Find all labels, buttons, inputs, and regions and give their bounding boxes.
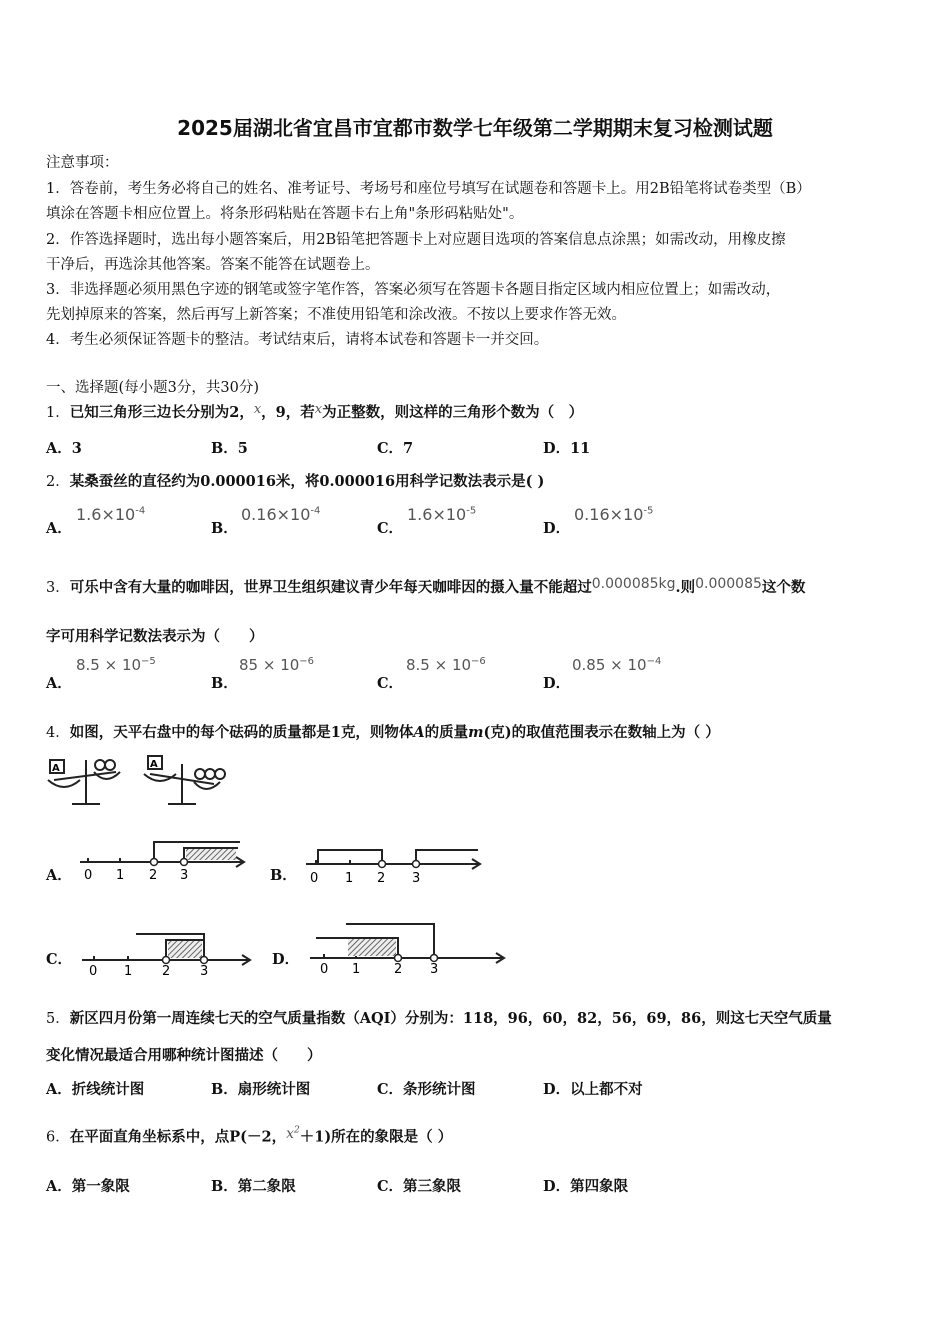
- q2-option-a[interactable]: [46, 517, 72, 538]
- q3-option-d-value: [572, 656, 661, 674]
- q6-expr-base: x: [286, 1125, 294, 1142]
- q2-d-exp: -5: [643, 505, 654, 517]
- q4-text-c: (克)的取值范围表示在数轴上为（ ）: [483, 724, 720, 741]
- q1-option-c[interactable]: C．7: [377, 440, 414, 457]
- q2-option-a-letter: A．: [46, 520, 72, 537]
- q3-option-b[interactable]: [211, 672, 238, 693]
- q6-option-d[interactable]: D．第四象限: [543, 1178, 629, 1195]
- q3-option-c-letter: C．: [377, 675, 404, 692]
- q2-a-exp: -4: [135, 505, 146, 517]
- q2-number: 2．: [46, 474, 70, 490]
- q3-b-base: 85 × 10: [239, 656, 300, 674]
- q6-text-a: 在平面直角坐标系中，点P(－2，: [69, 1128, 287, 1146]
- q3-option-b-letter: B．: [211, 675, 238, 692]
- q1-option-d[interactable]: D．11: [543, 440, 591, 457]
- tick-d-2: 2: [394, 962, 403, 976]
- q6-expr: [286, 1126, 300, 1142]
- q1-var-x-2: x: [314, 402, 323, 417]
- tick-b-2: 2: [377, 871, 386, 886]
- q4-option-d[interactable]: D．: [272, 951, 300, 968]
- q2-d-base: 0.16×10: [574, 505, 644, 524]
- q1-text-b: ，9，若: [261, 404, 315, 421]
- q5-option-b[interactable]: B．扇形统计图: [211, 1081, 311, 1098]
- q4-option-b[interactable]: B．: [270, 867, 297, 884]
- q4-var-a: A: [413, 724, 425, 741]
- q3-b-exp: −6: [299, 656, 315, 667]
- notice-heading: 注意事项：: [46, 155, 119, 171]
- q2-c-exp: -5: [466, 505, 477, 517]
- question-3: [46, 576, 805, 597]
- tick-c-0: 0: [89, 964, 98, 976]
- tick-a-0: 0: [84, 868, 93, 883]
- q3-a-exp: −5: [141, 656, 156, 667]
- q3-c-base: 8.5 × 10: [406, 656, 472, 674]
- question-6: [46, 1125, 452, 1147]
- tick-b-1: 1: [345, 871, 354, 886]
- q1-option-a[interactable]: A．3: [46, 440, 82, 457]
- tick-c-3: 3: [200, 964, 209, 976]
- number-line-d: [306, 918, 511, 976]
- question-5: [46, 1007, 832, 1028]
- q3-option-d-letter: D．: [543, 675, 571, 692]
- q2-option-d-value: [574, 505, 653, 524]
- balance-scales-figure: [44, 752, 254, 812]
- notice-line-1: 1．答卷前，考生务必将自己的姓名、准考证号、考场号和座位号填写在试题卷和答题卡上。用2B铅笔将试卷类型（B）: [46, 181, 811, 197]
- number-line-a: [76, 836, 251, 886]
- q3-d-exp: −4: [646, 656, 662, 667]
- q3-option-c[interactable]: [377, 672, 403, 693]
- q2-b-base: 0.16×10: [241, 505, 311, 524]
- q4-text-b: 的质量: [424, 724, 469, 741]
- q5-text: 新区四月份第一周连续七天的空气质量指数（AQI）分别为：118，96，60，82，56，69，86，则这七天空气质量: [69, 1010, 832, 1027]
- tick-c-2: 2: [162, 964, 171, 976]
- q4-var-m: m: [468, 724, 484, 741]
- question-4: [46, 721, 720, 742]
- q3-text-b: .则: [675, 579, 696, 596]
- tick-d-0: 0: [320, 962, 329, 976]
- q6-text-b: ＋1)所在的象限是（ ）: [299, 1128, 453, 1146]
- q4-option-c[interactable]: C．: [46, 951, 73, 968]
- tick-a-1: 1: [116, 868, 125, 883]
- q5-option-d[interactable]: D．以上都不对: [543, 1081, 643, 1098]
- q2-option-d-letter: D．: [543, 520, 571, 537]
- notice-line-5: 3．非选择题必须用黑色字迹的钢笔或签字笔作答，答案必须写在答题卡各题目指定区域内相应位置上；如需改动，: [46, 282, 781, 298]
- question-2: [46, 470, 544, 491]
- section-heading: 一、选择题(每小题3分，共30分): [46, 380, 259, 396]
- q5-option-c[interactable]: C．条形统计图: [377, 1081, 476, 1098]
- notice-line-6: 先划掉原来的答案，然后再写上新答案；不准使用铅笔和涂改液。不按以上要求作答无效。: [46, 307, 626, 323]
- tick-a-2: 2: [149, 868, 158, 883]
- q3-option-b-value: [239, 656, 314, 674]
- q3-d-base: 0.85 × 10: [572, 656, 647, 674]
- q2-option-b-letter: B．: [211, 520, 238, 537]
- q1-option-b[interactable]: B．5: [211, 440, 248, 457]
- tick-b-0: 0: [310, 871, 319, 886]
- notice-line-2: 填涂在答题卡相应位置上。将条形码粘贴在答题卡右上角"条形码粘贴处"。: [46, 206, 524, 222]
- notice-line-7: 4．考生必须保证答题卡的整洁。考试结束后，请将本试卷和答题卡一并交回。: [46, 332, 549, 348]
- q3-option-d[interactable]: [543, 672, 570, 693]
- tick-b-3: 3: [412, 871, 421, 886]
- q3-text-a: 可乐中含有大量的咖啡因，世界卫生组织建议青少年每天咖啡因的摄入量不能超过: [69, 579, 592, 596]
- q2-option-b[interactable]: [211, 517, 238, 538]
- scale-2-label: A: [150, 759, 158, 770]
- number-line-c: [80, 924, 255, 976]
- q1-text-a: 已知三角形三边长分别为2，: [69, 404, 254, 421]
- notice-line-4: 干净后，再选涂其他答案。答案不能答在试题卷上。: [46, 257, 380, 273]
- q3-text-c: 这个数: [761, 579, 806, 596]
- tick-a-3: 3: [180, 868, 189, 883]
- q2-option-b-value: [241, 505, 320, 524]
- q3-option-a[interactable]: [46, 672, 72, 693]
- number-line-b: [302, 838, 487, 888]
- q1-var-x: x: [253, 402, 262, 417]
- tick-d-1: 1: [352, 962, 361, 976]
- q4-text-a: 如图，天平右盘中的每个砝码的质量都是1克，则物体: [69, 724, 414, 741]
- q2-option-c-value: [407, 505, 476, 524]
- question-5-line-2: 变化情况最适合用哪种统计图描述（ ）: [46, 1047, 322, 1064]
- q6-expr-exp: 2: [294, 1125, 300, 1135]
- q4-number: 4．: [46, 725, 70, 741]
- q5-number: 5．: [46, 1011, 70, 1027]
- q2-option-c[interactable]: [377, 517, 403, 538]
- q2-c-base: 1.6×10: [407, 505, 467, 524]
- q6-number: 6．: [46, 1129, 70, 1146]
- q2-text: 某桑蚕丝的直径约为0.000016米，将0.000016用科学记数法表示是( ): [69, 473, 545, 490]
- q3-value-kg: 0.000085kg: [591, 576, 676, 592]
- q6-option-a[interactable]: A．第一象限: [46, 1178, 130, 1195]
- tick-c-1: 1: [124, 964, 133, 976]
- q2-option-d[interactable]: [543, 517, 570, 538]
- q3-value: 0.000085: [695, 576, 762, 592]
- tick-d-3: 3: [430, 962, 439, 976]
- q2-option-c-letter: C．: [377, 520, 404, 537]
- q6-option-b[interactable]: B．第二象限: [211, 1178, 296, 1195]
- q3-number: 3．: [46, 580, 70, 596]
- q2-a-base: 1.6×10: [76, 505, 136, 524]
- question-1: [46, 401, 583, 422]
- q3-option-a-letter: A．: [46, 675, 72, 692]
- q2-option-a-value: [76, 505, 145, 524]
- q3-option-a-value: [76, 656, 156, 674]
- page-title: 2025届湖北省宜昌市宜都市数学七年级第二学期期末复习检测试题: [177, 116, 773, 140]
- scale-1-label: A: [52, 763, 60, 774]
- q4-option-a[interactable]: A．: [46, 867, 72, 884]
- question-3-line-2: 字可用科学记数法表示为（ ）: [46, 628, 264, 645]
- q1-number: 1．: [46, 405, 70, 421]
- notice-line-3: 2．作答选择题时，选出每小题答案后，用2B铅笔把答题卡上对应题目选项的答案信息点涂黑；如需改动，用橡皮擦: [46, 232, 786, 248]
- q2-b-exp: -4: [310, 505, 321, 517]
- q3-option-c-value: [406, 656, 486, 674]
- q5-option-a[interactable]: A．折线统计图: [46, 1081, 145, 1098]
- q6-option-c[interactable]: C．第三象限: [377, 1178, 462, 1195]
- q1-text-c: 为正整数，则这样的三角形个数为（ ）: [322, 404, 584, 421]
- q3-a-base: 8.5 × 10: [76, 656, 142, 674]
- q3-c-exp: −6: [471, 656, 486, 667]
